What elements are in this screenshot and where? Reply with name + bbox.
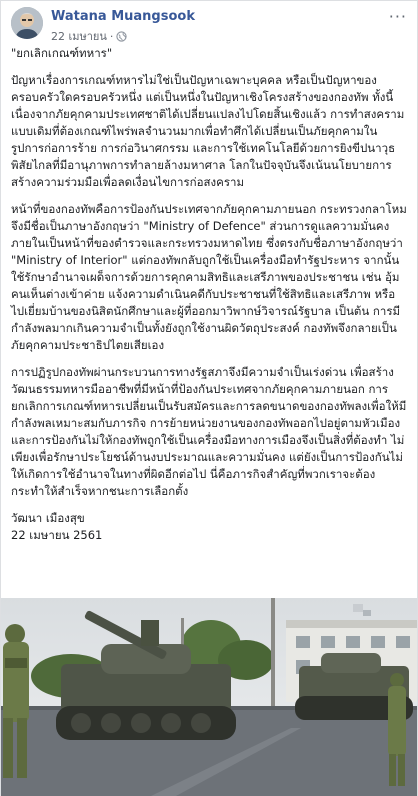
post-photo[interactable] <box>1 598 417 796</box>
post-title: "ยกเลิกเกณฑ์ทหาร" <box>11 46 113 60</box>
author-name[interactable]: Watana Muangsook <box>51 9 195 24</box>
post-signature: วัฒนา เมืองสุข 22 เมษายน 2561 <box>11 511 103 542</box>
post-paragraph: การปฏิรูปกองทัพผ่านกระบวนการทางรัฐสภาจึงมีความจำเป็นเร่งด่วน เพื่อสร้างวัฒนธรรมทหารมืออาชีพที่มีหน้าที่ป้องกันประเทศจากภัยคุกคามภายนอก การยกเลิกการเกณฑ์ทหารเปลี่ยนเป็นรับสมัครและการลดขนาดของกองทัพลงเพื่อให้มีกำลังพลเหมาะสมกับภารกิจ การย้ายหน่วยงานของกองทัพออกไปอยู่ตามหัวเมือง และการป้องกันไม่ให้กองทัพถูกใช้เป็นเครื่องมือทางการเมืองจึงเป็นสิ่งที่ต้องทำ ไม่เพียงเพื่อรักษาประโยชน์ด้านงบประมาณและความมั่นคง แต่ยังเป็นการป้องกันไม่ให้เกิดการใช้อำนาจในทางที่ผิดอีกต่อไป นี่คือภารกิจสำคัญที่พวกเราจะต้องกระทำให้สำเร็จหากชนะการเลือกตั้ง <box>11 365 407 498</box>
post-meta: 22 เมษายน · <box>51 27 127 45</box>
post-paragraph: ปัญหาเรื่องการเกณฑ์ทหารไม่ใช่เป็นปัญหาเฉพาะบุคคล หรือเป็นปัญหาของครอบครัวใดครอบครัวหนึ่ง แต่เป็นหนึ่งในปัญหาเชิงโครงสร้างของกองทัพ ทั้งนี้เนื่องจากภัยคุกคามประเทศชาติได้เปลี่ยนแปลงไปโดยสิ้นเชิงแล้ว การทำสงครามแบบเดิมที่ต้องเกณฑ์ไพร่พลจำนวนมากเพื่อทำศึกได้เปลี่ยนเป็นภัยคุกคามในรูปการก่อการร้าย การก่อวินาศกรรม และการใช้เทคโนโลยีด้วยการยิงขีปนาวุธพิสัยไกลที่มีอานุภาพการทำลายล้างมหาศาล โลกในปัจจุบันจึงเน้นนโยบายการสร้างความร่วมมือเพื่อลดเงื่อนไขการก่อสงคราม <box>11 73 405 189</box>
more-options-icon[interactable]: ··· <box>388 7 407 26</box>
post-paragraph: หน้าที่ของกองทัพคือการป้องกันประเทศจากภัยคุกคามภายนอก กระทรวงกลาโหมจึงมีชื่อเป็นภาษาอังกฤษว่า "Ministry of Defence" ส่วนการดูแลความมั่นคงภายในเป็นหน้าที่ของตำรวจและกระทรวงมหาดไทย ซึ่งตรงกับชื่อภาษาอังกฤษว่า "Ministry of Interior" แต่กองทัพกลับถูกใช้เป็นเครื่องมือทำรัฐประหาร จากนั้นใช้รักษาอำนาจเผด็จการด้วยการคุกคามสิทธิและเสรีภาพของประชาชน เช่น อุ้มคนเห็นต่างเข้าค่าย แจ้งความดำเนินคดีกับประชาชนที่ใช้สิทธิและเสรีภาพ หรือไปเยี่ยมบ้านของนิสิตนักศึกษาและผู้ที่ออกมาวิพากษ์วิจารณ์รัฐบาล เป็นต้น การมีกำลังพลมากเกินความจำเป็นทั้งยังถูกใช้งานผิดวัตถุประสงค์ กองทัพจึงกลายเป็นภัยคุกคามประชาธิปไตยเสียเอง <box>11 202 407 352</box>
author-avatar[interactable] <box>11 7 43 39</box>
globe-icon <box>116 31 127 45</box>
post-body <box>11 45 407 554</box>
post-date[interactable]: 22 เมษายน <box>51 30 107 43</box>
